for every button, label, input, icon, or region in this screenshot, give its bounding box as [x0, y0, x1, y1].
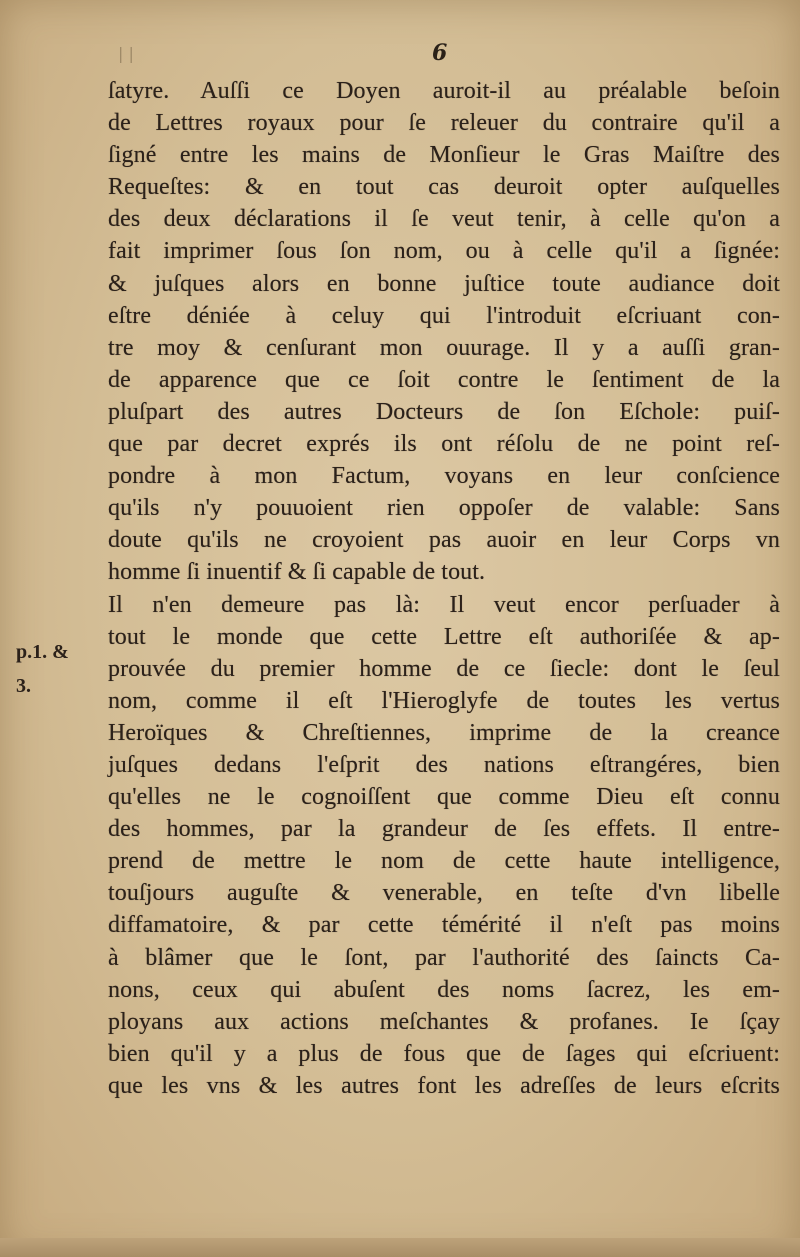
stray-marks: | | [118, 44, 134, 63]
text-line: ſatyre. Auſſi ce Doyen auroit-il au préalable beſoin [108, 78, 780, 104]
text-line: qu'elles ne le cognoiſſent que comme Dieu eſt connu [108, 784, 780, 811]
text-line: de Lettres royaux pour ſe releuer du contraire qu'il a [108, 110, 780, 137]
text-line: à blâmer que le ſont, par l'authorité des ſaincts Ca- [108, 944, 780, 971]
text-line: nons, ceux qui abuſent des noms ſacrez, les em- [108, 976, 780, 1003]
text-line: des hommes, par la grandeur de ſes effets. Il entre- [108, 816, 780, 843]
text-line: Il n'en demeure pas là: Il veut encor perſuader à [108, 591, 780, 618]
text-line: pondre à mon Factum, voyans en leur conſcience [108, 463, 780, 490]
margin-note-reference-cont: 3. [16, 675, 31, 697]
text-line: homme ſi inuentif & ſi capable de tout. [108, 559, 486, 586]
body-text [108, 75, 780, 1102]
text-line: nom, comme il eſt l'Hieroglyfe de toutes les vertus [108, 687, 780, 714]
text-line: prouvée du premier homme de ce ſiecle: dont le ſeul [108, 655, 780, 682]
text-line: de apparence que ce ſoit contre le ſentiment de la [108, 366, 780, 393]
text-line: Requeſtes: & en tout cas deuroit opter auſquelles [108, 174, 780, 201]
text-line: touſjours auguſte & venerable, en teſte d'vn libelle [108, 880, 780, 907]
text-line: Heroïques & Chreſtiennes, imprime de la creance [108, 719, 780, 746]
text-line: juſques dedans l'eſprit des nations eſtrangéres, bien [108, 751, 780, 778]
text-line: prend de mettre le nom de cette haute intelligence, [108, 848, 780, 875]
text-line: tre moy & cenſurant mon ouurage. Il y a auſſi gran- [108, 334, 780, 361]
text-line: bien qu'il y a plus de fous que de ſages qui eſcriuent: [108, 1040, 780, 1067]
margin-note-reference: p.1. & [16, 641, 69, 663]
page-number: 6 [432, 40, 448, 66]
text-line: diffamatoire, & par cette témérité il n'eſt pas moins [108, 912, 780, 939]
text-line: doute qu'ils ne croyoient pas auoir en leur Corps vn [108, 527, 780, 554]
text-line: que les vns & les autres font les adreſſes de leurs eſcrits [108, 1072, 780, 1099]
text-line: que par decret exprés ils ont réſolu de ne point reſ- [108, 431, 780, 458]
text-line: eſtre déniée à celuy qui l'introduit eſcriuant con- [108, 302, 780, 329]
text-line: des deux déclarations il ſe veut tenir, à celle qu'on a [108, 206, 780, 233]
text-line: qu'ils n'y pouuoient rien oppoſer de valable: Sans [108, 495, 780, 522]
text-line: tout le monde que cette Lettre eſt authoriſée & ap- [108, 623, 780, 650]
text-line: fait imprimer ſous ſon nom, ou à celle qu'il a ſignée: [108, 238, 780, 265]
text-line: & juſques alors en bonne juſtice toute audiance doit [108, 270, 780, 297]
text-line: pluſpart des autres Docteurs de ſon Eſchole: puiſ- [108, 398, 780, 425]
text-line: ſigné entre les mains de Monſieur le Gras Maiſtre des [108, 142, 780, 169]
text-line: ployans aux actions meſchantes & profanes. Ie ſçay [108, 1008, 780, 1035]
page-bottom-edge [0, 1238, 800, 1257]
